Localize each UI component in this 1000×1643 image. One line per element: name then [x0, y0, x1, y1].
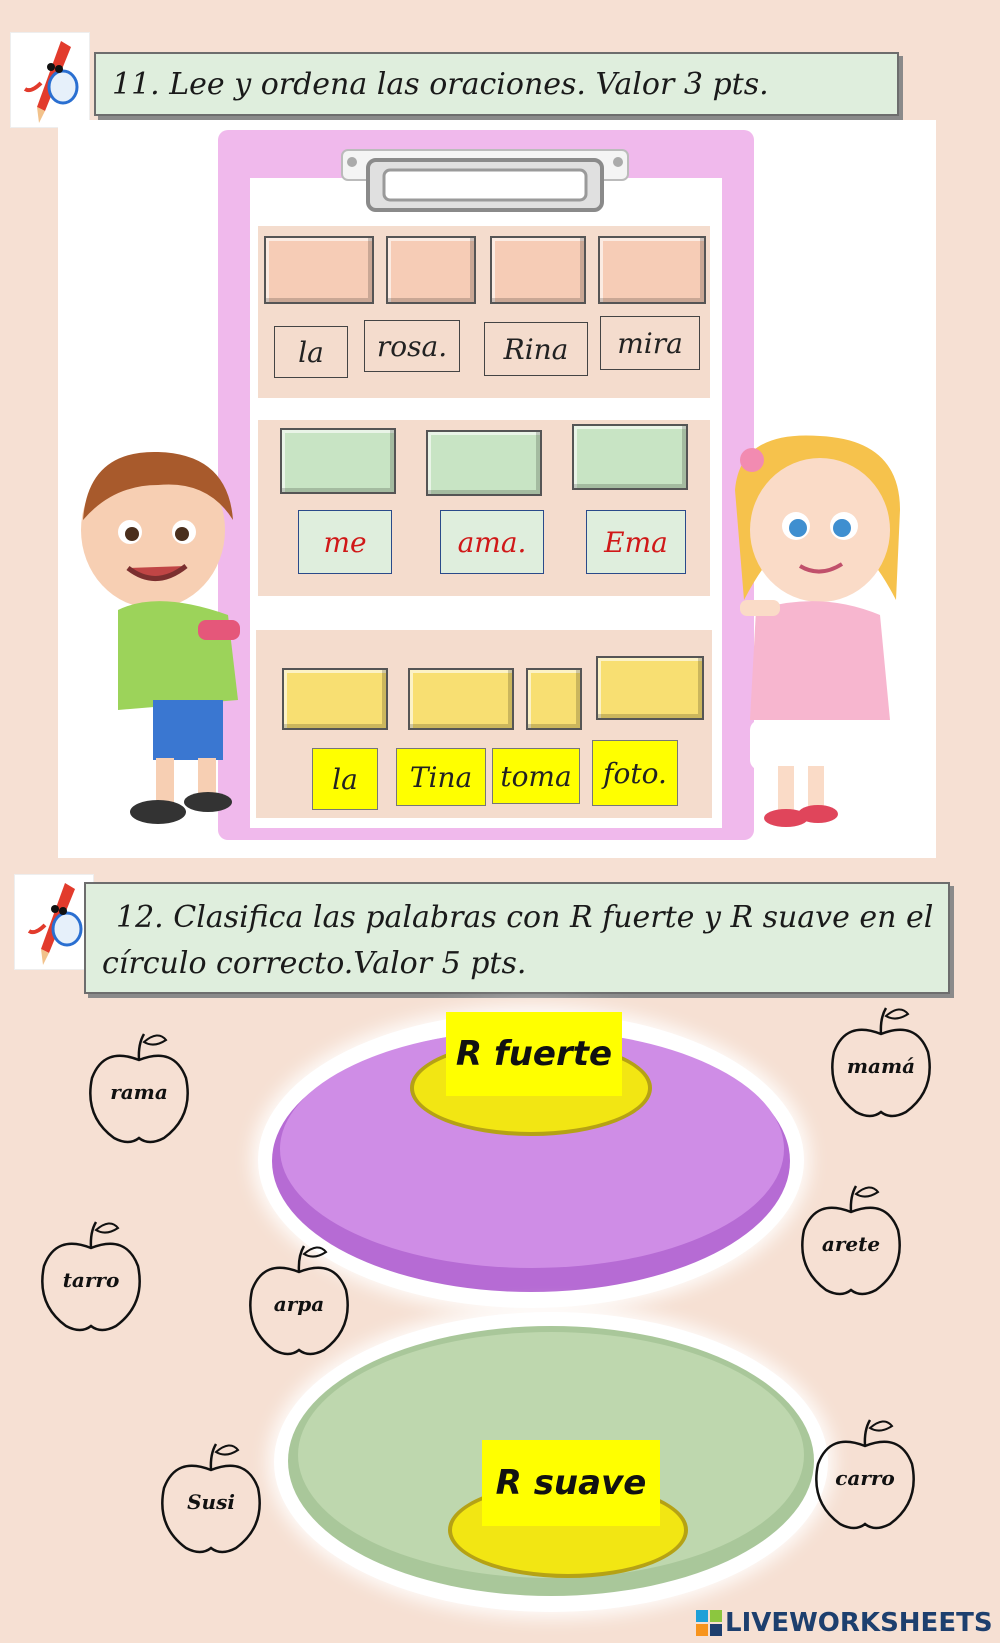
answer-slot[interactable]: [490, 236, 586, 304]
word-tile[interactable]: Rina: [484, 322, 588, 376]
mascot-pencil-icon: [14, 874, 94, 970]
answer-slot[interactable]: [386, 236, 476, 304]
apple-label: mamá: [846, 1054, 916, 1078]
apple-label: carro: [835, 1466, 895, 1490]
liveworksheets-logo-icon: [696, 1610, 722, 1636]
girl-illustration: [720, 430, 910, 840]
answer-slot[interactable]: [426, 430, 542, 496]
apple-label: rama: [110, 1080, 168, 1104]
apple-word-card[interactable]: [84, 1028, 194, 1148]
answer-slot[interactable]: [598, 236, 706, 304]
word-tile[interactable]: ama.: [440, 510, 544, 574]
section12-title-line1: 12. Clasifica las palabras con R fuerte y R suave en el: [116, 900, 934, 935]
clipboard-clip-icon: [340, 148, 630, 218]
apple-word-card[interactable]: [826, 1002, 936, 1122]
apple-label: Susi: [187, 1490, 235, 1514]
answer-slot[interactable]: [596, 656, 704, 720]
apple-label: arpa: [273, 1292, 325, 1316]
word-tile[interactable]: Ema: [586, 510, 686, 574]
section12-title-line2: círculo correcto.Valor 5 pts.: [102, 946, 527, 981]
word-tile[interactable]: me: [298, 510, 392, 574]
apple-label: arete: [821, 1232, 881, 1256]
apple-word-card[interactable]: [36, 1216, 146, 1336]
section11-title: 11. Lee y ordena las oraciones. Valor 3 pts.: [112, 66, 769, 102]
apple-word-card[interactable]: [244, 1240, 354, 1360]
word-tile[interactable]: mira: [600, 316, 700, 370]
word-tile[interactable]: Tina: [396, 748, 486, 806]
word-tile[interactable]: la: [312, 748, 378, 810]
answer-slot[interactable]: [264, 236, 374, 304]
word-tile[interactable]: foto.: [592, 740, 678, 806]
apple-word-card[interactable]: [810, 1414, 920, 1534]
boy-illustration: [58, 440, 258, 840]
answer-slot[interactable]: [408, 668, 514, 730]
answer-slot[interactable]: [526, 668, 582, 730]
answer-slot[interactable]: [280, 428, 396, 494]
label-r-suave: R suave: [482, 1440, 660, 1526]
liveworksheets-logo[interactable]: [696, 1606, 996, 1640]
word-tile[interactable]: la: [274, 326, 348, 378]
answer-slot[interactable]: [572, 424, 688, 490]
section11-header: [94, 52, 899, 116]
mascot-pencil-icon: [10, 32, 90, 128]
apple-word-card[interactable]: [796, 1180, 906, 1300]
word-tile[interactable]: toma: [492, 748, 580, 804]
apple-word-card[interactable]: [156, 1438, 266, 1558]
answer-slot[interactable]: [282, 668, 388, 730]
liveworksheets-logo-text: LIVEWORKSHEETS: [725, 1608, 993, 1638]
label-r-fuerte: R fuerte: [446, 1012, 622, 1096]
section12-header: [84, 882, 950, 994]
word-tile[interactable]: rosa.: [364, 320, 460, 372]
apple-label: tarro: [62, 1268, 120, 1292]
